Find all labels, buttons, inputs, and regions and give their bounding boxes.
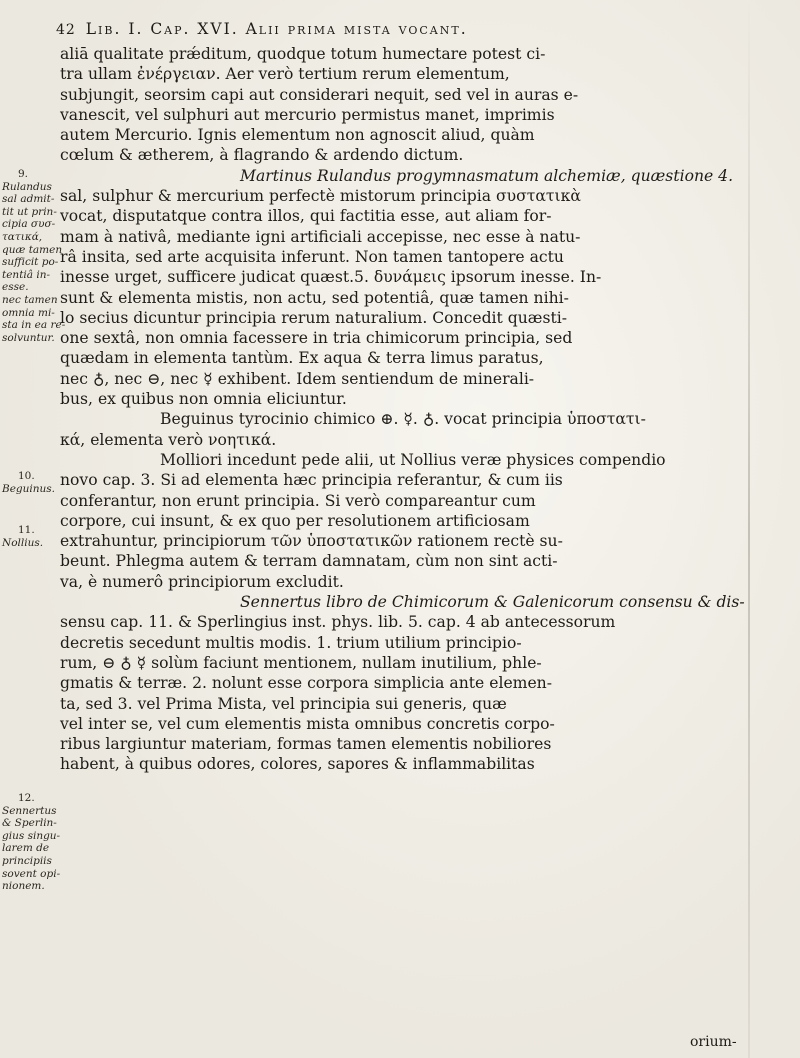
- text-line: ribus largiuntur materiam, formas tamen elementis nobiliores: [60, 735, 552, 754]
- margin-note-line: & Sperlin-: [2, 817, 57, 830]
- margin-note-line: Nollius.: [2, 536, 44, 549]
- margin-note-number: 11.: [18, 524, 35, 536]
- text-line: râ insita, sed arte acquisita inferunt. Non tamen tantopere actu: [60, 247, 564, 266]
- margin-note-line: tentiâ in-: [2, 268, 51, 281]
- text-line: sensu cap. 11. & Sperlingius inst. phys. lib. 5. cap. 4 ab antecessorum: [60, 613, 616, 632]
- text-line: nec ♁, nec ⊖, nec ☿ exhibent. Idem sentiendum de minerali-: [60, 369, 535, 388]
- text-line: novo cap. 3. Si ad elementa hæc principia referantur, & cum iis: [60, 471, 563, 490]
- text-line: quædam in elementa tantùm. Ex aqua & terra limus paratus,: [60, 349, 544, 368]
- margin-note-line: sovent opi-: [2, 867, 61, 880]
- text-line: autem Mercurio. Ignis elementum non agnoscit aliud, quàm: [60, 126, 535, 145]
- text-line: gmatis & terræ. 2. nolunt esse corpora simplicia ante elemen-: [60, 674, 552, 693]
- margin-note-number: 12.: [18, 792, 35, 804]
- margin-note-line: gius singu-: [2, 829, 61, 842]
- margin-note-line: nionem.: [2, 880, 45, 893]
- text-line: beunt. Phlegma autem & terram damnatam, cùm non sint acti-: [60, 552, 558, 571]
- running-title: Lib. I. Cap. XVI. Alii prima mista vocant.: [85, 20, 468, 38]
- margin-note-number: 10.: [18, 470, 35, 482]
- text-line: κά, elementa verò νοητικά.: [60, 430, 277, 449]
- margin-note-line: Beguinus.: [2, 482, 56, 495]
- margin-note-line: Rulandus: [2, 180, 52, 193]
- margin-note-line: principiis: [2, 854, 52, 867]
- margin-note-line: esse.: [2, 281, 29, 294]
- text-line: sal, sulphur & mercurium perfectè mistorum principia συστατικὰ: [60, 187, 581, 206]
- text-line: cœlum & ætherem, à flagrando & ardendo dictum.: [60, 146, 464, 165]
- page-number: 42: [56, 22, 76, 38]
- margin-note-line: nec tamen: [2, 293, 58, 306]
- margin-note-beguinus: [2, 470, 58, 495]
- catchword: orium-: [690, 1034, 737, 1050]
- text-line: va, è numerô principiorum excludit.: [60, 572, 344, 591]
- text-line: decretis secedunt multis modis. 1. trium utilium principio-: [60, 633, 522, 652]
- text-line: vel inter se, vel cum elementis mista omnibus concretis corpo-: [60, 714, 555, 733]
- text-line: bus, ex quibus non omnia eliciuntur.: [60, 390, 347, 409]
- margin-note-line: larem de: [2, 842, 50, 855]
- text-line: ta, sed 3. vel Prima Mista, vel principia sui generis, quæ: [60, 694, 507, 713]
- running-header: [56, 20, 736, 38]
- text-line: vocat, disputatque contra illos, qui factitia esse, aut aliam for-: [60, 207, 552, 226]
- text-line: sunt & elementa mistis, non actu, sed potentiâ, quæ tamen nihi-: [60, 288, 569, 307]
- margin-note-line: sufficit po-: [2, 256, 59, 269]
- margin-note-line: solvuntur.: [2, 331, 55, 344]
- text-line: Martinus Rulandus progymnasmatum alchemiæ, quæstione 4.: [240, 166, 734, 185]
- margin-note-sennertus: [2, 792, 61, 893]
- main-text-block: [60, 44, 750, 775]
- margin-note-line: quæ tamen: [2, 243, 63, 256]
- text-line: Molliori incedunt pede alii, ut Nollius veræ physices compendio: [160, 450, 666, 469]
- text-line: corpore, cui insunt, & ex quo per resolutionem artificiosam: [60, 511, 530, 530]
- text-line: aliā qualitate prǽditum, quodque totum humectare potest ci-: [60, 45, 546, 63]
- margin-note-line: omnia mi-: [2, 306, 55, 319]
- margin-note-number: 9.: [18, 168, 29, 180]
- text-line: lo secius dicuntur principia rerum naturalium. Concedit quæsti-: [60, 308, 567, 327]
- margin-note-line: Sennertus: [2, 804, 57, 817]
- text-line: tra ullam ἐνέργειαν. Aer verò tertium rerum elementum,: [60, 65, 510, 84]
- text-line: mam à nativâ, mediante igni artificiali accepisse, nec esse à natu-: [60, 227, 581, 246]
- text-line: inesse urget, sufficere judicat quæst.5. δυνάμεις ipsorum inesse. In-: [60, 268, 602, 287]
- text-line: subjungit, seorsim capi aut considerari nequit, sed vel in auras e-: [60, 85, 579, 104]
- text-line: rum, ⊖ ♁ ☿ solùm faciunt mentionem, nullam inutilium, phle-: [60, 653, 542, 672]
- margin-note-line: tit ut prin-: [2, 205, 57, 218]
- text-line: one sextâ, non omnia facessere in tria chimicorum principia, sed: [60, 329, 573, 348]
- text-line: conferantur, non erunt principia. Si verò compareantur cum: [60, 491, 536, 510]
- text-line: Sennertus libro de Chimicorum & Galenicorum consensu & dis-: [240, 593, 745, 612]
- margin-note-rulandus: [2, 168, 66, 344]
- margin-note-line: cipia συσ-: [2, 218, 56, 231]
- margin-note-line: sal admit-: [2, 193, 55, 206]
- margin-note-line: sta in ea re-: [2, 319, 66, 332]
- text-line: vanescit, vel sulphuri aut mercurio permistus manet, imprimis: [60, 105, 555, 124]
- margin-note-nollius: [2, 524, 58, 549]
- text-line: extrahuntur, principiorum τῶν ὑποστατικῶν rationem rectè su-: [60, 532, 563, 551]
- margin-note-line: τατικά,: [2, 230, 43, 243]
- text-line: Beguinus tyrocinio chimico ⊕. ☿. ♁. vocat principia ὑποστατι-: [160, 410, 646, 429]
- text-line: habent, à quibus odores, colores, sapores & inflammabilitas: [60, 755, 535, 774]
